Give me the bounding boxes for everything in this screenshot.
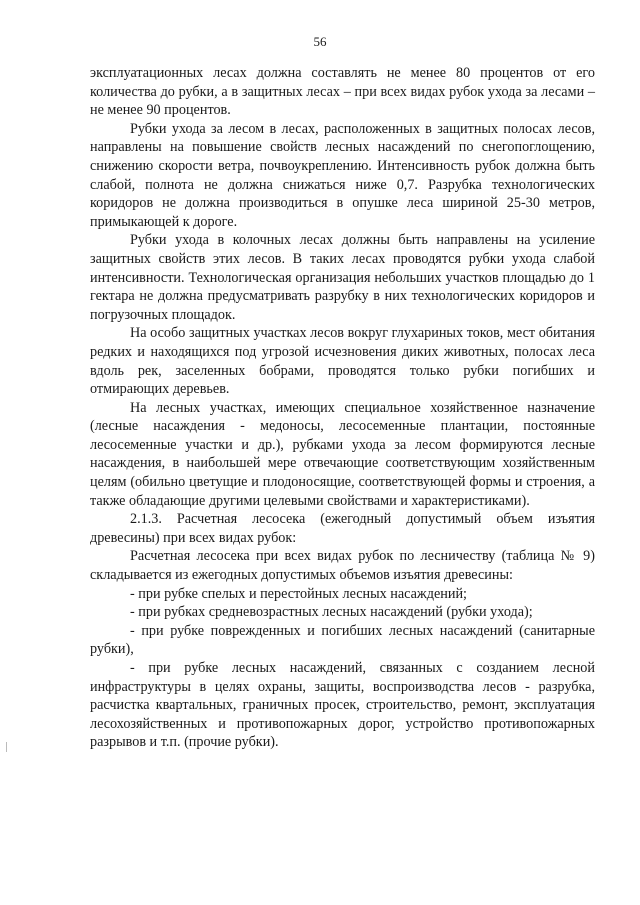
list-item-mature-felling: - при рубке спелых и перестойных лесных насаждений; (130, 585, 467, 602)
paragraph-continuation: эксплуатационных лесах должна составлять не менее 80 процентов от его количества до рубки, а в защитных лесах – при всех видах рубок ухода за лесами – не менее 90 процентов. (90, 65, 595, 119)
list-item-sanitary-felling: - при рубке поврежденных и погибших лесных насаждений (санитарные рубки), (90, 622, 595, 658)
section-heading-2-1-3: 2.1.3. Расчетная лесосека (ежегодный допустимый объем изъятия древесины) при всех видах рубок: (90, 511, 595, 546)
paragraph-special-protection-areas: На особо защитных участках лесов вокруг глухариных токов, мест обитания редких и находящихся под угрозой исчезновения диких животных, полосах леса вдоль рек, заселенных бобрами, проводятся только рубки погибших и отмирающих деревьев. (90, 325, 595, 398)
list-item-thinning: - при рубках средневозрастных лесных насаждений (рубки ухода); (130, 604, 533, 621)
document-body (90, 64, 595, 752)
scan-margin-mark (6, 742, 7, 752)
paragraph-allowable-cut: Расчетная лесосека при всех видах рубок по лесничеству (таблица № 9) складывается из ежегодных допустимых объемов изъятия древесины: (90, 548, 595, 584)
list-item-infrastructure-felling: - при рубке лесных насаждений, связанных с созданием лесной инфраструктуры в целях охраны, защиты, воспроизводства лесов - разрубка, расчистка квартальных, граничных просек, строительство, ремонт, эксплуатация лесохозяйственных и противопожарных дорог, устройство противопожарных разрывов и т.п. (прочие рубки). (90, 660, 595, 751)
paragraph-special-purpose-areas: На лесных участках, имеющих специальное хозяйственное назначение (лесные насаждения - медоносы, лесосеменные плантации, постоянные лесосеменные участки и др.), рубками ухода за лесом формируются лесные насаждения, в наибольшей мере отвечающие соответствующим хозяйственным целям (обильно цветущие и плодоносящие, соответствующей формы и строения, а также обладающие другими целевыми свойствами и характеристиками). (90, 399, 595, 509)
paragraph-grove-forests: Рубки ухода в колочных лесах должны быть направлены на усиление защитных свойств этих лесов. В таких лесах проводятся рубки ухода слабой интенсивности. Технологическая организация небольших участков площадью до 1 гектара не должна предусматривать разрубку в них технологических коридоров и погрузочных площадок. (90, 232, 595, 323)
paragraph-protective-strips: Рубки ухода за лесом в лесах, расположенных в защитных полосах лесов, направлены на повышение свойств лесных насаждений по снегопоглощению, снижению скорости ветра, почвоукреплению. Интенсивность рубок должна быть слабой, полнота не должна снижаться ниже 0,7. Разрубка технологических коридоров не должна производиться в опушке леса шириной 25-30 метров, примыкающей к дороге. (90, 120, 595, 230)
page-number: 56 (313, 34, 327, 49)
